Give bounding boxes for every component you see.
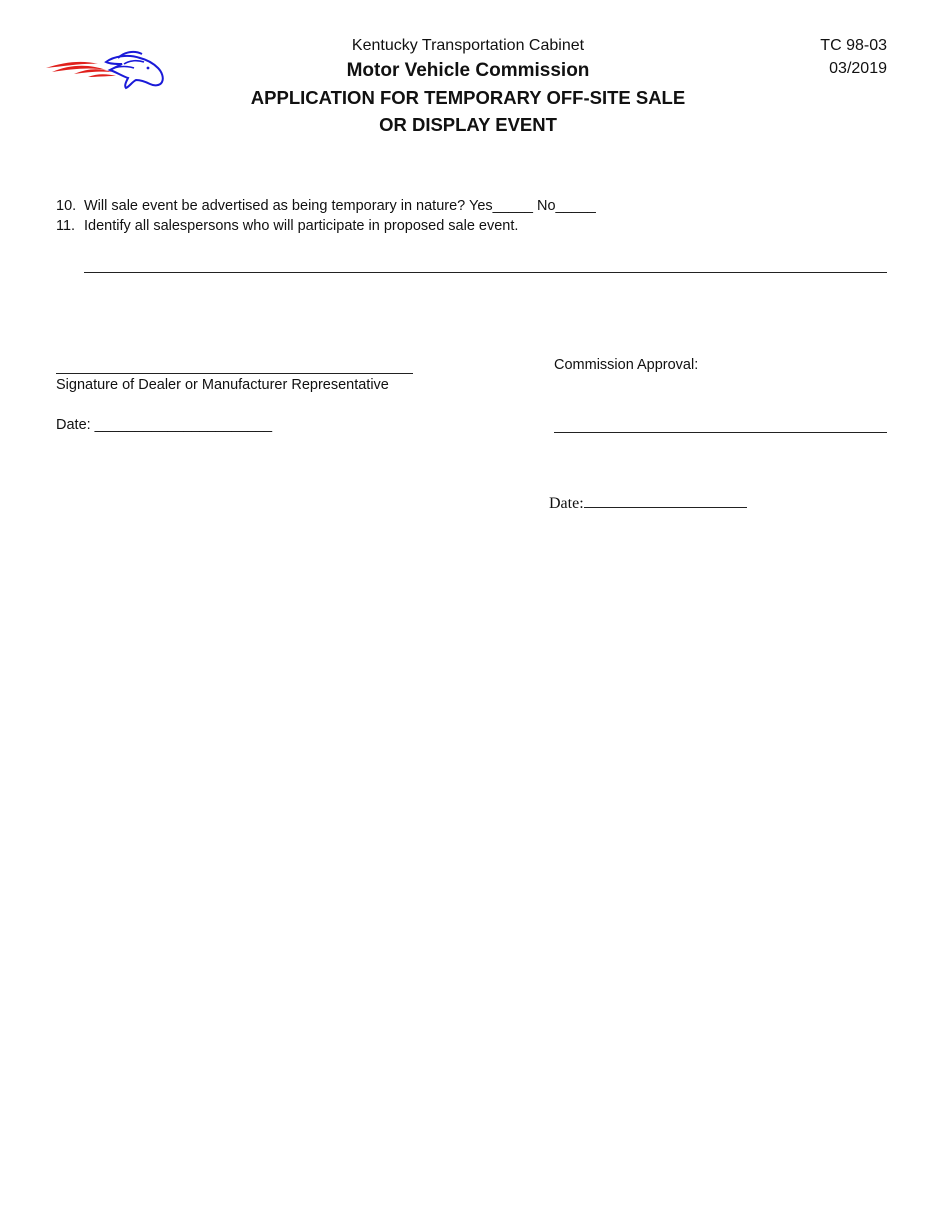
form-revision-date: 03/2019 xyxy=(829,60,887,77)
agency-name: Kentucky Transportation Cabinet xyxy=(351,37,585,54)
commission-name: Motor Vehicle Commission xyxy=(346,60,590,81)
question-number: 10. xyxy=(56,198,77,214)
commission-date-label: Date: xyxy=(549,495,584,512)
signature-line[interactable] xyxy=(56,373,413,374)
question-10 xyxy=(56,196,596,216)
question-number: 11. xyxy=(56,218,76,234)
question-text: Identify all salespersons who will participate in proposed sale event. xyxy=(84,218,519,234)
form-meta xyxy=(820,34,887,80)
commission-approval-label: Commission Approval: xyxy=(554,357,699,373)
form-title-line1: APPLICATION FOR TEMPORARY OFF-SITE SALE xyxy=(250,87,686,108)
signature-label: Signature of Dealer or Manufacturer Representative xyxy=(56,377,389,393)
question-text[interactable]: Will sale event be advertised as being temporary in nature? Yes_____ No_____ xyxy=(84,198,596,214)
form-number: TC 98-03 xyxy=(820,37,887,54)
salespersons-answer-line[interactable] xyxy=(84,272,887,273)
form-title-line2: OR DISPLAY EVENT xyxy=(379,114,557,135)
dealer-date-field[interactable]: Date: ______________________ xyxy=(56,417,273,433)
question-11 xyxy=(56,216,518,236)
commission-approval-line[interactable] xyxy=(554,432,887,433)
header-titles xyxy=(0,34,950,138)
commission-date-row xyxy=(549,494,747,514)
commission-date-line[interactable] xyxy=(584,507,747,508)
